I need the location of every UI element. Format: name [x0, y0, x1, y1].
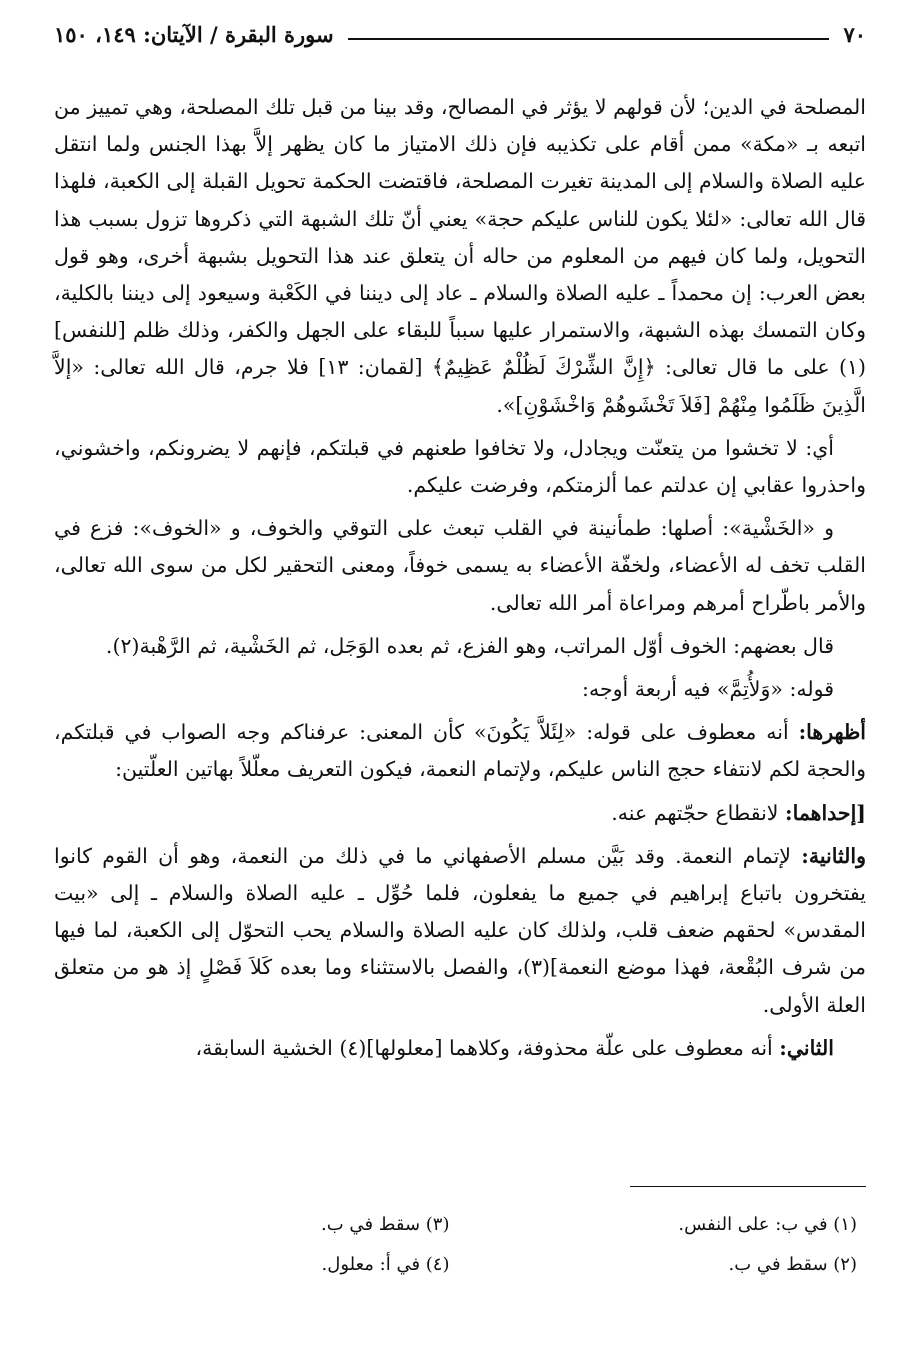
paragraph-text: قوله: «وَلأُتِمَّ» فيه أربعة أوجه:	[582, 677, 834, 702]
paragraph-text: أنه معطوف على علّة محذوفة، وكلاهما [معلولها](٤) الخشية السابقة،	[195, 1035, 780, 1060]
paragraph	[54, 1030, 866, 1067]
footnote-separator	[630, 1186, 866, 1187]
footnote: (١) في ب: على النفس.	[678, 1214, 857, 1235]
footnote: (٣) سقط في ب.	[321, 1214, 450, 1235]
header-rule	[348, 38, 830, 40]
paragraph	[54, 430, 866, 504]
paragraph-lead: والثانية:	[801, 843, 866, 868]
paragraph	[54, 628, 866, 665]
footnote: (٤) في أ: معلول.	[321, 1254, 450, 1275]
paragraph-text: أنه معطوف على قوله: «لِئَلاَّ يَكُونَ» كأن المعنى: عرفناكم وجه الصواب في قبلتكم، والحجة لكم لانتفاء حجج الناس عليكم، ولإتمام النعمة، فيكون التعريف معلّلاً بهاتين العلّتين:	[54, 720, 866, 782]
footnote: (٢) سقط في ب.	[728, 1254, 857, 1275]
paragraph-text: و «الخَشْية»: أصلها: طمأنينة في القلب تبعث على التوقي والخوف، و «الخوف»: فزع في القلب تخف له الأعضاء، ولخفّة الأعضاء به يسمى خوفاً، ومعنى التحقير لكل من سوى الله تعالى، والأمر باطّراح أمرهم ومراعاة أمر الله تعالى.	[54, 516, 866, 615]
footnotes	[50, 1212, 865, 1278]
paragraph-text: أي: لا تخشوا من يتعنّت ويجادل، ولا تخافوا طعنهم في قبلتكم، فإنهم لا يضرونكم، واخشوني، واحذروا عقابي إن عدلتم عما ألزمتكم، وفرضت عليكم.	[54, 435, 866, 498]
paragraph-text: قال بعضهم: الخوف أوّل المراتب، وهو الفزع، ثم بعده الوَجَل، ثم الخَشْية، ثم الرَّهْبة(٢).	[105, 633, 834, 658]
document-page	[50, 22, 870, 1073]
paragraph-lead: [إحداهما:	[785, 800, 866, 825]
body-text	[50, 89, 870, 1067]
paragraph	[54, 510, 866, 622]
page-number: ٧٠	[843, 22, 866, 47]
paragraph-lead: أظهرها:	[798, 720, 866, 745]
paragraph	[54, 89, 866, 424]
paragraph-text: لانقطاع حجّتهم عنه.	[611, 800, 785, 825]
page-header	[50, 22, 870, 49]
paragraph-lead: الثاني:	[779, 1035, 834, 1060]
paragraph	[54, 714, 866, 788]
running-title: سورة البقرة / الآيتان: ١٤٩، ١٥٠	[54, 22, 334, 47]
paragraph	[54, 795, 866, 832]
paragraph	[54, 671, 866, 708]
paragraph	[54, 838, 866, 1024]
paragraph-text: المصلحة في الدين؛ لأن قولهم لا يؤثر في المصالح، وقد بينا من قبل تلك المصلحة، وهي تمييز من اتبعه بـ «مكة» ممن أقام على تكذيبه فإن ذلك الامتياز ما كان يظهر إلاَّ بهذا الجنس ولما انتقل عليه الصلاة والسلام إلى المدينة تغيرت المصلحة، فاقتضت الحكمة تحويل القبلة إلى الكعبة، فلهذا قال الله تعالى: «لئلا يكون للناس عليكم حجة» يعني أنّ تلك الشبهة التي ذكروها تزول بسبب هذا التحويل، ولما كان فيهم من المعلوم من حاله أن يتعلق عند هذا التحويل بشبهة أخرى، وهو قول بعض العرب: إن محمداً ـ عليه الصلاة والسلام ـ عاد إلى ديننا في الكَعْبة وسيعود إلى ديننا بالكلية، وكان التمسك بهذه الشبهة، والاستمرار عليها سبباً للبقاء على الجهل والكفر، وذلك ظلم [للنفس](١) على ما قال تعالى: ﴿إِنَّ الشِّرْكَ لَظُلْمٌ عَظِيمٌ﴾ [لقمان: ١٣] فلا جرم، قال الله تعالى: «إلاَّ الَّذِينَ ظَلَمُوا مِنْهُمْ [فَلاَ تَخْشَوهُمْ وَاخْشَوْنِ]».	[54, 95, 866, 417]
paragraph-text: لإتمام النعمة. وقد بَيَّن مسلم الأصفهاني ما في ذلك من النعمة، وهو أن القوم كانوا يفتخرون باتباع إبراهيم في جميع ما يفعلون، فلما حُوِّل ـ عليه الصلاة والسلام ـ إلى «بيت المقدس» لحقهم ضعف قلب، ولذلك كان عليه الصلاة والسلام يحب التحوّل إلى الكعبة، لما فيها من شرف البُقْعة، فهذا موضع النعمة](٣)، والفصل بالاستثناء وما بعده كَلاَ فَصْلٍ إذ هو من متعلق العلة الأولى.	[54, 843, 867, 1017]
